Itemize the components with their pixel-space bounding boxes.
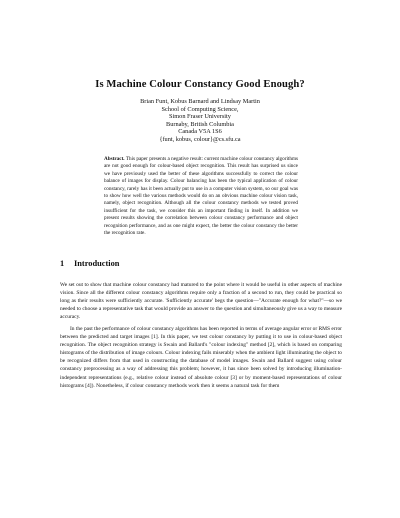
abstract-text: This paper presents a negative result: current machine colour constancy algorithms are not good enough for colour-based object recognition. This result has surprised us since we have previously used the better of these algorithms successfully to correct the colour balance of images for display. Colour balancing has been the typical application of colour constancy, rarely has it been actually put to use in a computer vision system, so our goal was to show how well the various methods would do on an obvious machine colour vision task, namely, object recognition. Although all the colour constancy methods we tested proved insufficient for the task, we consider this an important finding in itself. In addition we present results showing the correlation between colour constancy performance and object recognition performance, and as one might expect, the better the colour constancy the better the recognition rate. <box>104 156 299 237</box>
abstract <box>104 156 298 237</box>
section-body <box>60 281 342 390</box>
author-affiliation-school: School of Computing Science, <box>161 105 239 113</box>
paragraph: We set out to show that machine colour constancy had matured to the point where it would be useful in other aspects of machine vision. Since all the different colour constancy algorithms require only a fraction of a second to run, they could be practical so long as their results were sufficiently accurate. 'Sufficiently accurate' begs the question—"Accurate enough for what?"—so we needed to choose a representative task that would provide an answer to the question and simultaneously give us a way to measure accuracy. <box>60 282 342 321</box>
paragraph: In the past the performance of colour constancy algorithms has been reported in terms of average angular error or RMS error between the predicted and target images [1]. In this paper, we test colour constancy by putting it to use in colour-based object recognition. The object recognition strategy is Swain and Ballard's "colour indexing" method [2], which is based on comparing histograms of the distribution of image colours. Colour indexing fails miserably when the ambient light illuminating the object to be recognized differs from that used in constructing the database of model images. Swain and Ballard suggest using colour constancy preprocessing as a way of addressing this problem; however, it has since been solved by introducing illumination-independent representations (e.g., relative colour instead of absolute colour [3] or by moment-based representations of colour histograms [4]). Nonetheless, if colour constancy methods work then it seems a natural task for them <box>60 326 342 389</box>
author-email: {funt, kobus, colour}@cs.sfu.ca <box>159 135 241 143</box>
abstract-label: Abstract. <box>104 156 125 162</box>
section-title: Introduction <box>74 259 120 268</box>
section-heading <box>60 259 119 268</box>
author-affiliation-country: Canada V5A 1S6 <box>178 128 222 136</box>
author-names: Brian Funt, Kobus Barnard and Lindsay Martin <box>140 98 260 105</box>
paper-title: Is Machine Colour Constancy Good Enough? <box>95 79 305 90</box>
author-affiliation-city: Burnaby, British Columbia <box>166 120 234 128</box>
section-number: 1 <box>60 259 65 268</box>
author-affiliation-university: Simon Fraser University <box>169 113 231 121</box>
author-block <box>0 98 400 144</box>
